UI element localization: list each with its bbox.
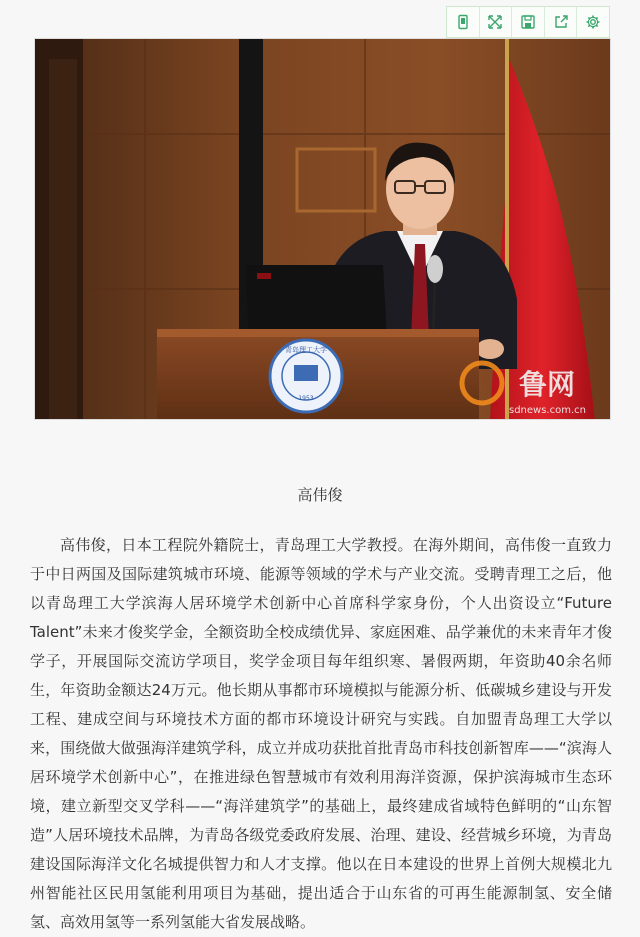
mobile-icon <box>455 14 471 30</box>
article-photo <box>34 38 611 420</box>
share-button[interactable] <box>545 7 578 37</box>
settings-button[interactable] <box>577 7 609 37</box>
watermark-domain: sdnews.com.cn <box>509 405 586 416</box>
fullscreen-icon <box>487 14 503 30</box>
save-button[interactable] <box>512 7 545 37</box>
save-icon <box>520 14 536 30</box>
watermark-brand: 鲁网 <box>519 368 576 401</box>
emblem-text: 青岛理工大学 <box>285 346 327 354</box>
article-body: 高伟俊，日本工程院外籍院士，青岛理工大学教授。在海外期间，高伟俊一直致力于中日两国及国际建筑城市环境、能源等领域的学术与产业交流。受聘青理工之后，他以青岛理工大学滨海人居环境学术创新中心首席科学家身份，个人出资设立“Future Talent”未来才俊奖学金，全额资助全校成绩优异、家庭困难、品学兼优的未来青年才俊学子，开展国际交流访学项目，奖学金项目每年组织寒、暑假两期，年资助40余名师生，年资助金额达24万元。他长期从事都市环境模拟与能源分析、低碳城乡建设与开发工程、建成空间与环境技术方面的都市环境设计研究与实践。自加盟青岛理工大学以来，围绕做大做强海洋建筑学科，成立并成功获批首批青岛市科技创新智库——“滨海人居环境学术创新中心”，在推进绿色智慧城市有效利用海洋资源，保护滨海城市生态环境，建立新型交叉学科——“海洋建筑学”的基础上，最终建成省域特色鲜明的“山东智造”人居环境技术品牌，为青岛各级党委政府发展、治理、建设、经营城乡环境，为青岛建设国际海洋文化名城提供智力和人才支撑。他以在日本建设的世界上首例大规模北九州智能社区民用氢能利用项目为基础，提出适合于山东省的可再生能源制氢、安全储氢、高效用氢等一系列氢能大省发展战略。 <box>30 536 612 931</box>
mobile-view-button[interactable] <box>447 7 480 37</box>
settings-icon <box>585 14 601 30</box>
photo-caption: 高伟俊 <box>297 486 343 504</box>
emblem-year: 1953 <box>298 395 314 402</box>
reader-toolbar <box>446 6 610 38</box>
share-icon <box>553 14 569 30</box>
fullscreen-button[interactable] <box>480 7 513 37</box>
